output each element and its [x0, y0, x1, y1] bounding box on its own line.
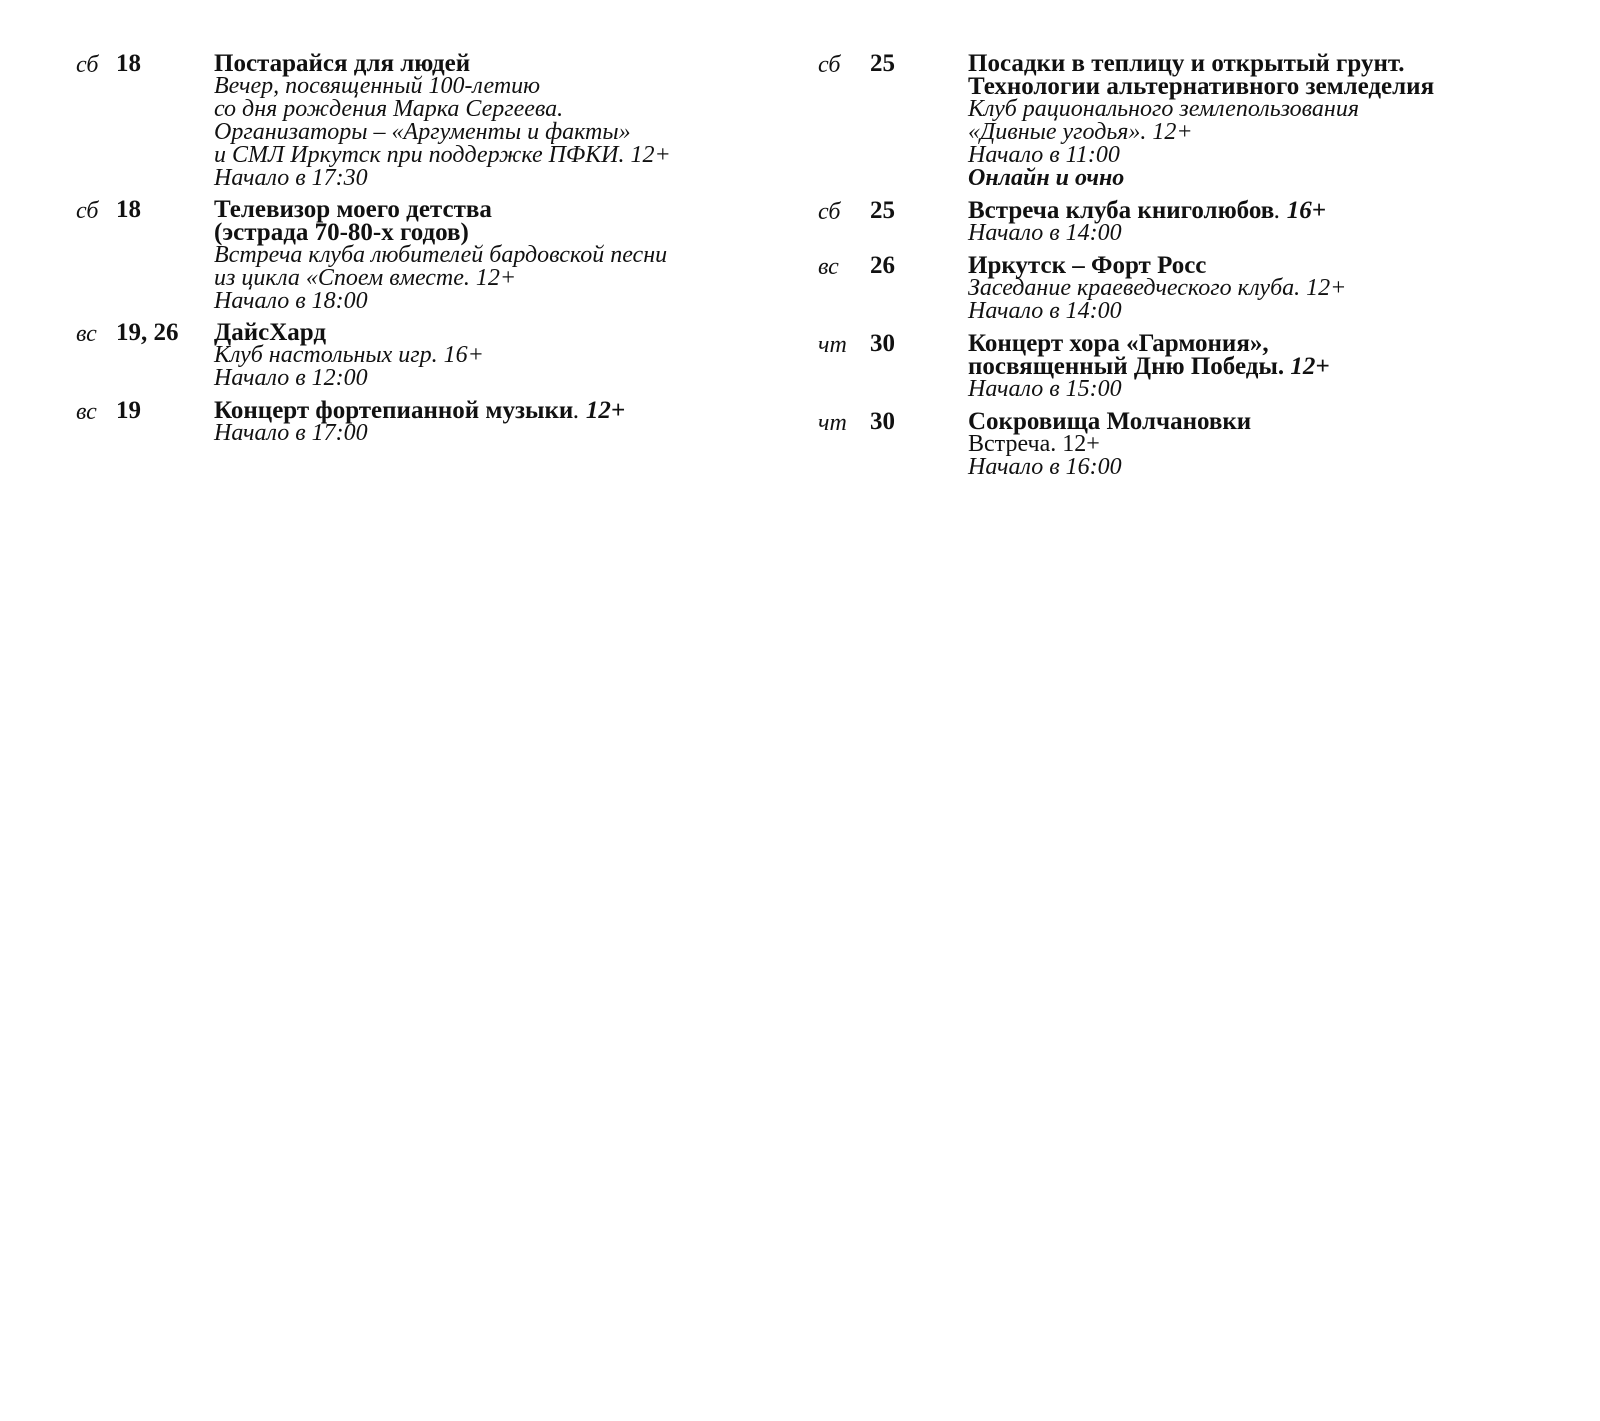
event-start-time: Начало в 12:00 — [214, 365, 368, 391]
event-description: «Дивные угодья». 12+ — [968, 119, 1193, 145]
event-body — [968, 254, 1578, 323]
event-body — [968, 52, 1578, 190]
event-item — [76, 198, 756, 313]
event-start-time: Начало в 16:00 — [968, 454, 1122, 480]
event-body — [968, 410, 1578, 479]
event-weekday: сб — [76, 198, 99, 224]
event-date: 18 — [116, 196, 141, 223]
event-item — [76, 52, 756, 190]
event-date: 19 — [116, 397, 141, 424]
event-title: ДайсХард — [214, 319, 326, 346]
event-item — [76, 321, 756, 390]
event-start-time: Начало в 17:30 — [214, 165, 368, 191]
event-body — [214, 399, 756, 445]
event-start-time: Начало в 17:00 — [214, 420, 368, 446]
event-description: Заседание краеведческого клуба. 12+ — [968, 275, 1347, 301]
event-weekday: вс — [76, 399, 97, 425]
event-title-text: Концерт фортепианной музыки — [214, 397, 574, 424]
event-title-text: посвященный Дню Победы. — [968, 353, 1291, 380]
event-body — [214, 321, 756, 390]
event-weekday: чт — [818, 332, 847, 358]
event-title — [968, 199, 1578, 222]
event-body — [968, 332, 1578, 401]
event-title: Технологии альтернативного земледелия — [968, 73, 1435, 100]
right-column — [818, 52, 1578, 489]
event-weekday: сб — [818, 52, 841, 78]
event-weekday: сб — [76, 52, 99, 78]
event-start-time: Начало в 14:00 — [968, 298, 1122, 324]
event-date: 25 — [870, 197, 895, 224]
event-title: Концерт хора «Гармония», — [968, 330, 1269, 357]
event-body — [214, 198, 756, 313]
event-title: Сокровища Молчановки — [968, 408, 1252, 435]
event-weekday: вс — [818, 254, 839, 280]
event-description: Встреча. 12+ — [968, 431, 1100, 457]
event-start-time: Начало в 11:00 — [968, 142, 1120, 168]
event-description: и СМЛ Иркутск при поддержке ПФКИ. 12+ — [214, 142, 671, 168]
event-item — [818, 410, 1578, 479]
event-format-note: Онлайн и очно — [968, 165, 1125, 191]
event-weekday: чт — [818, 410, 847, 436]
event-description: со дня рождения Марка Сергеева. — [214, 96, 564, 122]
event-title: Посадки в теплицу и открытый грунт. — [968, 50, 1405, 77]
event-item — [818, 254, 1578, 323]
event-description: Клуб рационального землепользования — [968, 96, 1359, 122]
event-description: Встреча клуба любителей бардовской песни — [214, 242, 668, 268]
event-title — [214, 399, 756, 422]
event-age-rating: 12+ — [585, 397, 626, 424]
event-description: Вечер, посвященный 100-летию — [214, 73, 541, 99]
event-body — [214, 52, 756, 190]
event-date: 18 — [116, 50, 141, 77]
event-start-time: Начало в 18:00 — [214, 288, 368, 314]
event-title: Иркутск – Форт Росс — [968, 252, 1207, 279]
event-item — [818, 332, 1578, 401]
event-title: Постарайся для людей — [214, 50, 471, 77]
event-description: Организаторы – «Аргументы и факты» — [214, 119, 631, 145]
event-start-time: Начало в 15:00 — [968, 376, 1122, 402]
event-item — [818, 52, 1578, 190]
event-title: (эстрада 70-80-х годов) — [214, 219, 469, 246]
event-weekday: вс — [76, 321, 97, 347]
event-date: 30 — [870, 330, 895, 357]
event-description: из цикла «Споем вместе. 12+ — [214, 265, 517, 291]
event-age-rating: 16+ — [1286, 197, 1326, 224]
event-date: 26 — [870, 252, 895, 279]
event-date: 19, 26 — [116, 319, 179, 346]
event-item — [818, 199, 1578, 245]
event-body — [968, 199, 1578, 245]
event-weekday: сб — [818, 199, 841, 225]
event-title — [968, 355, 1578, 378]
event-age-rating: 12+ — [1290, 353, 1330, 380]
event-title-separator: . — [1274, 197, 1287, 224]
event-item — [76, 399, 756, 445]
event-title-separator: . — [573, 397, 586, 424]
event-title: Телевизор моего детства — [214, 196, 492, 223]
event-title-text: Встреча клуба книголюбов — [968, 197, 1275, 224]
left-column — [76, 52, 756, 455]
event-date: 25 — [870, 50, 895, 77]
event-description: Клуб настольных игр. 16+ — [214, 342, 484, 368]
event-start-time: Начало в 14:00 — [968, 220, 1122, 246]
event-date: 30 — [870, 408, 895, 435]
